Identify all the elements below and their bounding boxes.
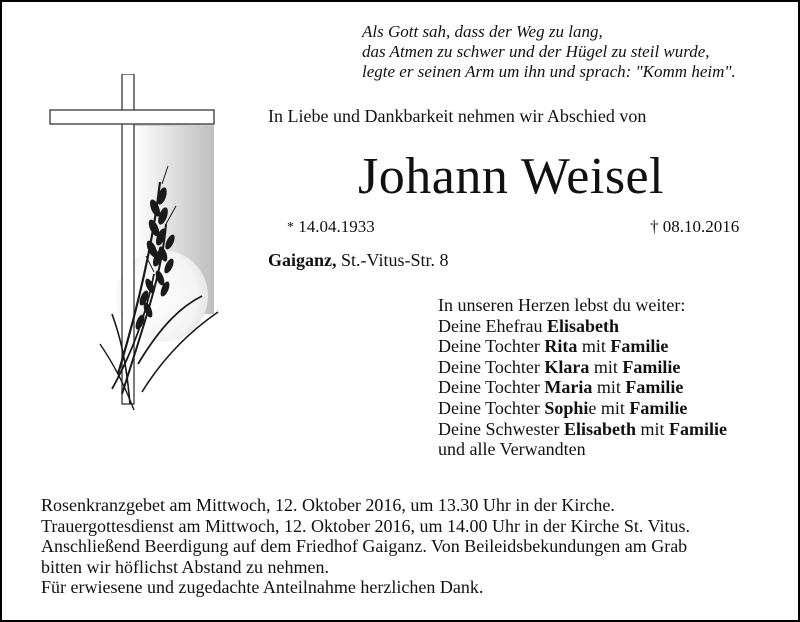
mourner-name: Maria — [544, 377, 593, 398]
deceased-name: Johann Weisel — [358, 148, 665, 205]
mourners-list — [438, 295, 727, 460]
birth-date-value: 14.04.1933 — [298, 217, 375, 236]
service-details — [41, 495, 791, 598]
birth-date — [287, 217, 375, 237]
mourners-intro: In unseren Herzen lebst du weiter: — [438, 295, 686, 315]
mourner-name: Rita — [544, 336, 578, 357]
mourner-family: Familie — [629, 397, 688, 418]
poem-line: das Atmen zu schwer und der Hügel zu steil wurde, — [362, 42, 710, 61]
mourner-connector: mit — [592, 377, 626, 398]
service-line: Für erwiesene und zugedachte Anteilnahme herzlichen Dank. — [41, 577, 484, 598]
service-line: Trauergottesdienst am Mittwoch, 12. Oktober 2016, um 14.00 Uhr in der Kirche St. Vitus. — [41, 515, 691, 536]
mourner-relation: Deine Tochter — [438, 336, 545, 357]
death-cross-icon: † — [650, 217, 659, 236]
mourner-relation: Deine Tochter — [438, 377, 545, 398]
farewell-intro: In Liebe und Dankbarkeit nehmen wir Abschied von — [268, 106, 647, 126]
mourner-connector: mit — [589, 356, 623, 377]
service-line: Rosenkranzgebet am Mittwoch, 12. Oktober 2016, um 13.30 Uhr in der Kirche. — [41, 495, 615, 515]
mourner-line — [438, 357, 727, 378]
poem-line: legte er seinen Arm um ihn und sprach: "Komm heim". — [362, 62, 736, 81]
mourner-line — [438, 336, 727, 357]
mourner-relation: Deine Tochter — [438, 397, 545, 418]
address — [268, 250, 448, 271]
mourner-relation: Deine Schwester — [438, 418, 564, 439]
mourner-connector: e mit — [588, 397, 630, 418]
address-street: St.-Vitus-Str. 8 — [341, 250, 449, 270]
mourner-family: Familie — [625, 377, 684, 398]
death-date-value: 08.10.2016 — [662, 217, 740, 236]
mourner-name: Elisabeth — [546, 315, 619, 336]
mourner-relation: Deine Ehefrau — [438, 315, 547, 336]
address-town: Gaiganz, — [268, 250, 337, 270]
mourner-line — [438, 419, 727, 440]
mourner-connector: mit — [636, 418, 670, 439]
mourner-connector: mit — [577, 336, 611, 357]
birth-star-icon: * — [287, 220, 294, 235]
mourner-family: Familie — [610, 336, 669, 357]
mourner-name: Klara — [544, 356, 590, 377]
mourner-family: Familie — [622, 356, 681, 377]
mourner-relation: Deine Tochter — [438, 356, 545, 377]
mourner-family: Familie — [669, 418, 727, 439]
death-date — [650, 217, 739, 237]
poem — [362, 22, 782, 82]
service-line: bitten wir höflichst Abstand zu nehmen. — [41, 556, 329, 577]
mourner-line — [438, 398, 727, 419]
mourner-line — [438, 377, 727, 398]
mourner-name: Elisabeth — [563, 418, 636, 439]
mourner-name: Sophi — [544, 397, 589, 418]
cross-wheat-artwork — [42, 74, 222, 419]
service-line: Anschließend Beerdigung auf dem Friedhof Gaiganz. Von Beileidsbekundungen am Grab — [41, 536, 688, 557]
poem-line: Als Gott sah, dass der Weg zu lang, — [362, 22, 603, 41]
mourner-line — [438, 316, 727, 337]
mourner-line: und alle Verwandten — [438, 439, 586, 460]
